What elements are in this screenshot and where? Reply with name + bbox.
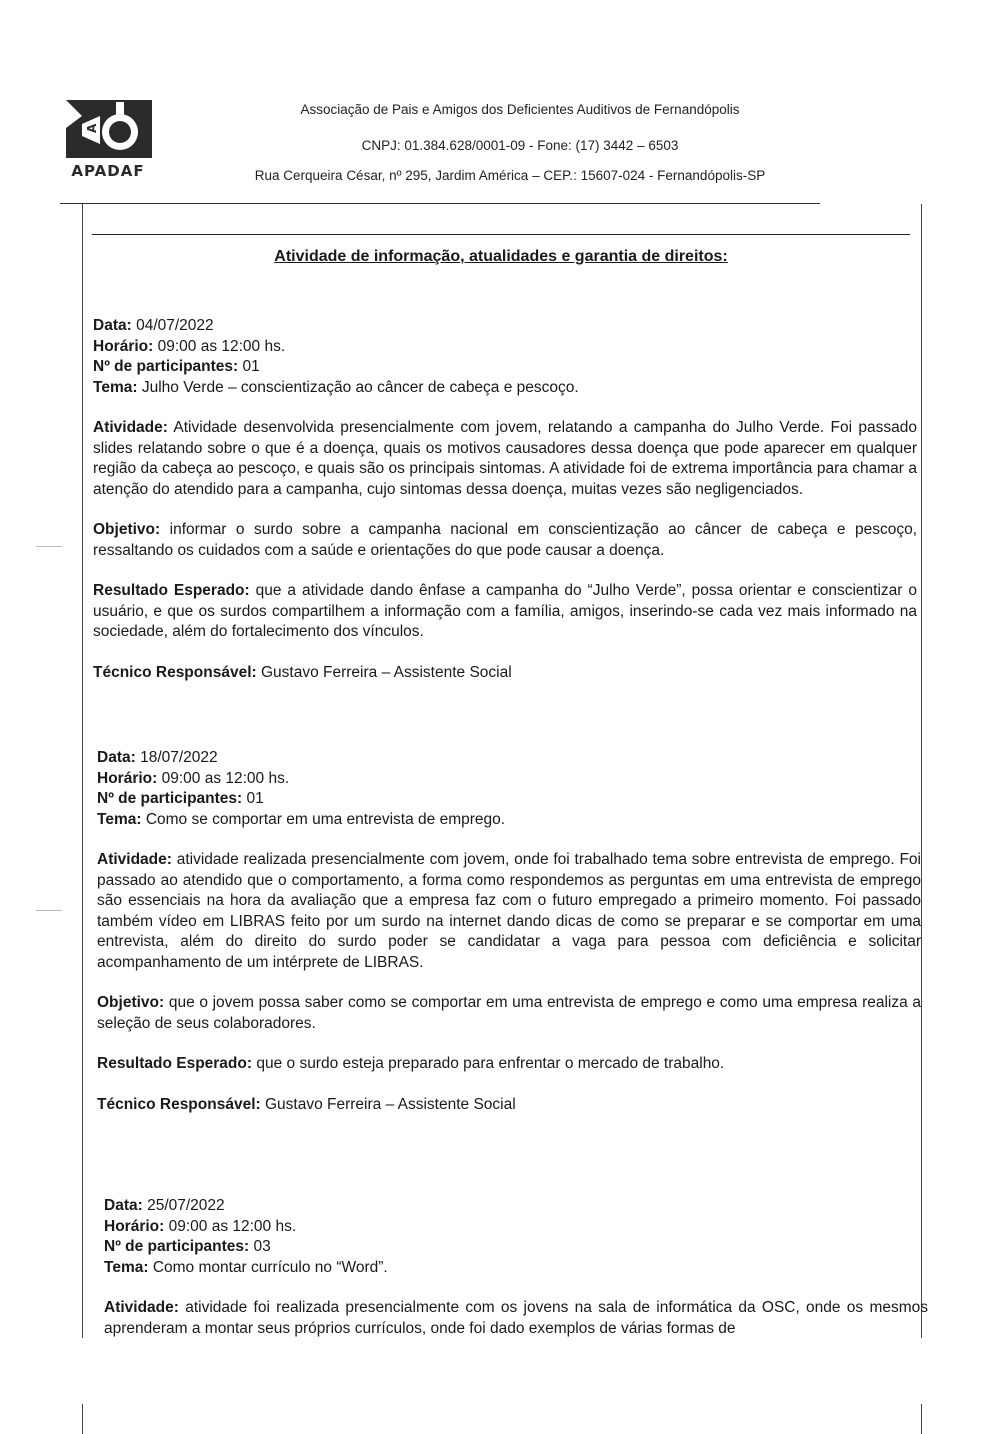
activity-entry	[104, 1196, 928, 1339]
time-value: 09:00 as 12:00 hs.	[161, 769, 290, 787]
objective-text: informar o surdo sobre a campanha nacional em conscientização ao câncer de cabeça e pescoço, ressaltando os cuidados com a saúde e orientações do que pode causar a doença.	[93, 521, 917, 559]
entry-expected-result	[97, 1054, 921, 1075]
label-activity: Atividade:	[93, 419, 168, 436]
entry-participants	[93, 357, 917, 378]
activity-entry	[93, 316, 917, 683]
apadaf-logo	[60, 98, 156, 180]
label-activity: Atividade:	[97, 851, 172, 868]
date-value: 25/07/2022	[147, 1197, 225, 1214]
participants-value: 01	[242, 358, 260, 375]
label-theme: Tema:	[93, 378, 138, 396]
entry-theme	[104, 1258, 928, 1279]
entry-time	[97, 769, 921, 790]
entry-activity	[93, 418, 917, 500]
entry-time	[93, 337, 917, 358]
activity-text: atividade foi realizada presencialmente com os jovens na sala de informática da OSC, onde os mesmos aprenderam a montar seus próprios currículos, onde foi dado exemplos de várias formas de	[104, 1299, 929, 1337]
label-objective: Objetivo:	[93, 521, 161, 538]
label-time: Horário:	[104, 1217, 165, 1235]
entry-activity	[97, 850, 921, 973]
label-date: Data:	[97, 749, 136, 766]
entry-objective	[97, 993, 921, 1034]
label-participants: Nº de participantes:	[97, 790, 243, 807]
activity-text: atividade realizada presencialmente com jovem, onde foi trabalhado tema sobre entrevista de emprego. Foi passado ao atendido que o comportamento, a forma como respondemos as perguntas em uma entrevista de emprego são essenciais na hora da avaliação que a empresa faz com o futuro empregado a primeiro momento. Foi passado também vídeo em LIBRAS feito por um surdo na internet dando dicas de como se preparar e se comportar em uma entrevista, além do direito do surdo poder se candidatar a vaga para pessoa com deficiência e solicitar acompanhamento de um intérprete de LIBRAS.	[97, 851, 921, 971]
label-participants: Nº de participantes:	[93, 358, 239, 375]
label-objective: Objetivo:	[97, 994, 165, 1011]
entry-objective	[93, 520, 917, 561]
label-expected-result: Resultado Esperado:	[97, 1055, 253, 1072]
label-technician: Técnico Responsável:	[93, 663, 257, 681]
organization-address: Rua Cerqueira César, nº 295, Jardim América – CEP.: 15607-024 - Fernandópolis-SP	[254, 168, 766, 183]
entry-date	[97, 748, 921, 769]
document-title: Atividade de informação, atualidades e garantia de direitos:	[274, 248, 728, 265]
label-time: Horário:	[93, 337, 154, 355]
label-theme: Tema:	[97, 810, 142, 828]
participants-value: 03	[253, 1238, 271, 1255]
time-value: 09:00 as 12:00 hs.	[157, 337, 286, 355]
date-value: 18/07/2022	[140, 749, 218, 766]
participants-value: 01	[246, 790, 264, 807]
expected-result-text: que o surdo esteja preparado para enfrentar o mercado de trabalho.	[256, 1055, 725, 1072]
margin-mark	[36, 910, 62, 911]
label-theme: Tema:	[104, 1258, 149, 1276]
hand-ear-logo-icon	[60, 98, 156, 162]
entry-date	[104, 1196, 928, 1217]
label-date: Data:	[104, 1197, 143, 1214]
entry-activity	[104, 1298, 928, 1339]
label-participants: Nº de participantes:	[104, 1238, 250, 1255]
theme-value: Como montar currículo no “Word”.	[152, 1258, 388, 1276]
activity-entry	[97, 748, 921, 1115]
entry-theme	[93, 378, 917, 399]
entry-technician	[97, 1095, 921, 1116]
theme-value: Como se comportar em uma entrevista de emprego.	[145, 810, 506, 828]
label-date: Data:	[93, 317, 132, 334]
label-expected-result: Resultado Esperado:	[93, 582, 250, 599]
margin-mark	[36, 546, 62, 547]
logo-text: APADAF	[71, 162, 145, 180]
svg-text:A: A	[85, 123, 99, 133]
entry-time	[104, 1217, 928, 1238]
label-activity: Atividade:	[104, 1299, 179, 1316]
organization-name: Associação de Pais e Amigos dos Deficientes Auditivos de Fernandópolis	[300, 102, 740, 117]
time-value: 09:00 as 12:00 hs.	[168, 1217, 297, 1235]
activity-text: Atividade desenvolvida presencialmente com jovem, relatando a campanha do Julho Verde. Foi passado slides relatando sobre o que é a doença, quais os motivos causadores dessa doença que pode aparecer em qualquer região da cabeça ao pescoço, e quais são os principais sintomas. A atividade foi de extrema importância para chamar a atenção do atendido para a campanha, cujo sintomas dessa doença, muitas vezes são negligenciados.	[93, 419, 917, 498]
entry-participants	[104, 1237, 928, 1258]
entry-date	[93, 316, 917, 337]
technician-value: Gustavo Ferreira – Assistente Social	[260, 663, 512, 681]
entry-participants	[97, 789, 921, 810]
frame-top-rule	[92, 234, 910, 235]
entry-expected-result	[93, 581, 917, 643]
organization-contact: CNPJ: 01.384.628/0001-09 - Fone: (17) 3442 – 6503	[361, 138, 679, 153]
entry-theme	[97, 810, 921, 831]
objective-text: que o jovem possa saber como se comportar em uma entrevista de emprego e como uma empresa realiza a seleção de seus colaboradores.	[97, 994, 921, 1032]
technician-value: Gustavo Ferreira – Assistente Social	[264, 1095, 516, 1113]
label-time: Horário:	[97, 769, 158, 787]
expected-result-text: que a atividade dando ênfase a campanha do “Julho Verde”, possa orientar e conscientizar o usuário, e que os surdos compartilhem a informação com a família, amigos, inserindo-se cada vez mais informado na sociedade, além do fortalecimento dos vínculos.	[93, 582, 918, 640]
page-bottom-mask	[0, 1338, 992, 1404]
label-technician: Técnico Responsável:	[97, 1095, 261, 1113]
entry-technician	[93, 663, 917, 684]
date-value: 04/07/2022	[136, 317, 214, 334]
theme-value: Julho Verde – conscientização ao câncer de cabeça e pescoço.	[141, 378, 579, 396]
